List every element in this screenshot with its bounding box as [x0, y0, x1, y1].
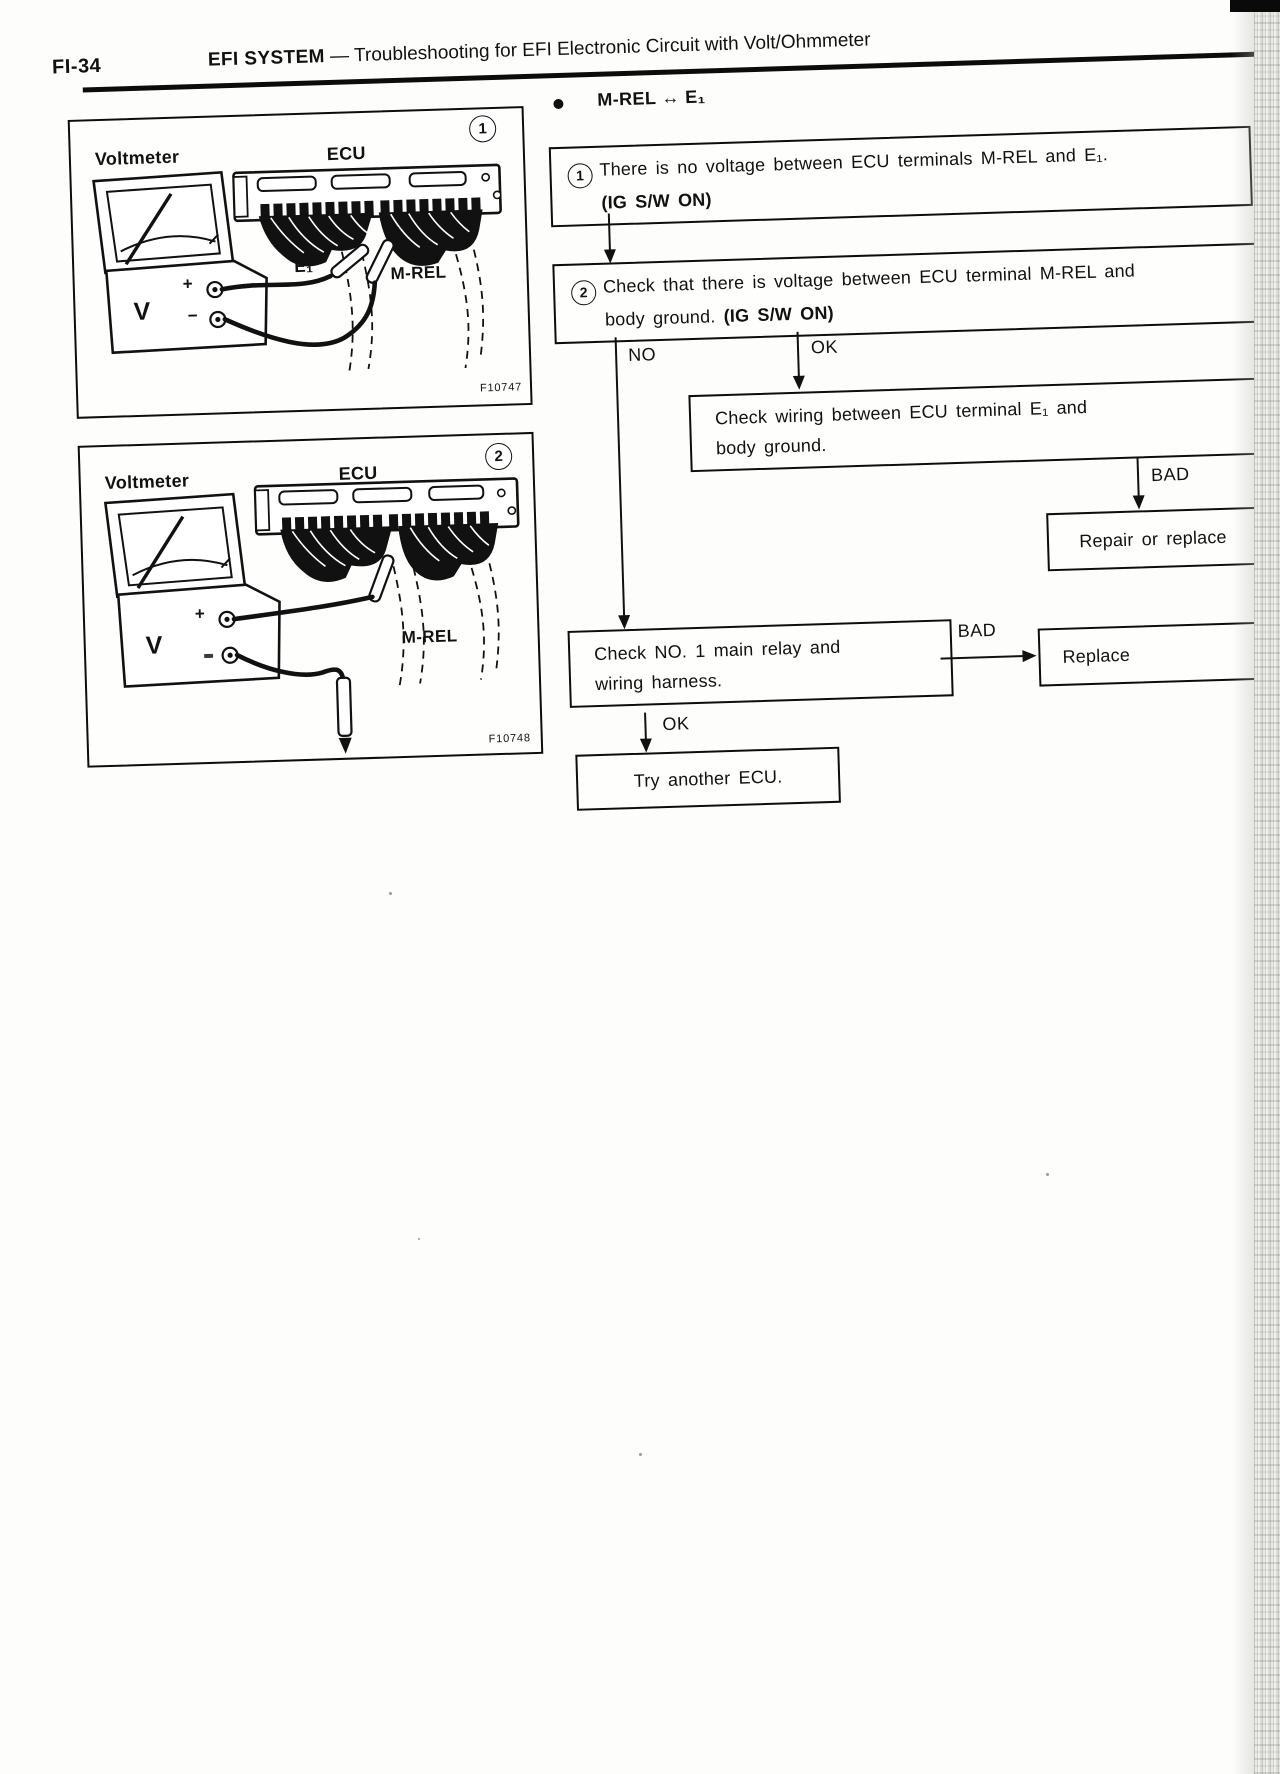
flow-box-no-voltage — [549, 126, 1253, 227]
mrel-terminal-label: M-REL — [390, 262, 447, 284]
check-relay-text-2: wiring harness. — [594, 670, 723, 695]
bad-1-arrow-icon — [1133, 495, 1145, 509]
check-wiring-text: Check wiring between ECU terminal E₁ and — [714, 396, 1088, 429]
ok-2-label: OK — [662, 713, 690, 735]
replace-text: Replace — [1062, 644, 1131, 667]
ecu-illustration-2 — [255, 478, 523, 692]
page-code: FI-34 — [51, 54, 102, 79]
binding-shadow — [1232, 0, 1254, 1774]
flow-box-repair-or-replace — [1046, 507, 1260, 571]
bad-1-label: BAD — [1150, 463, 1190, 486]
ground-probe — [337, 678, 352, 754]
flow-heading: M-REL ↔ E₁ — [597, 86, 706, 110]
ecu-label-2: ECU — [338, 462, 378, 484]
figure-1-number: 1 — [478, 120, 488, 138]
binding-edge-texture — [1254, 0, 1280, 1774]
voltmeter-label-2: Voltmeter — [104, 470, 190, 494]
plus-sign: + — [182, 274, 193, 294]
plus-sign-2: + — [194, 604, 206, 624]
bad-1-line — [1137, 457, 1141, 499]
flow-box-check-wiring — [688, 377, 1270, 472]
ecu-label: ECU — [326, 142, 367, 165]
try-ecu-text: Try another ECU. — [633, 766, 783, 792]
figure-2-code: F10748 — [488, 732, 531, 746]
ok-2-arrow-icon — [640, 738, 652, 752]
step-1-text: There is no voltage between ECU terminals M-REL and E₁. — [599, 144, 1109, 180]
ground-probe-tip — [339, 738, 352, 754]
flow-box-check-voltage — [552, 243, 1258, 344]
step-2-badge: 2 — [571, 279, 597, 305]
step-2-text: Check that there is voltage between ECU terminal M-REL and — [602, 260, 1136, 297]
bullet-icon — [553, 99, 563, 109]
check-relay-text: Check NO. 1 main relay and — [593, 636, 841, 665]
page-title — [208, 29, 871, 71]
repair-text: Repair or replace — [1078, 526, 1228, 552]
minus-sign: − — [187, 306, 198, 326]
step-2-condition: (IG S/W ON) — [723, 302, 835, 326]
step-1-badge: 1 — [567, 162, 593, 188]
title-dash: — — [329, 45, 350, 67]
no-branch-label: NO — [627, 344, 657, 365]
flow-box-check-main-relay — [568, 619, 954, 708]
ok-branch-line — [797, 332, 801, 380]
figure-1-voltmeter-ecu — [68, 106, 533, 419]
common-terminal-mark — [204, 654, 213, 658]
figure-2-number: 2 — [494, 447, 504, 466]
voltmeter-v-label: V — [133, 297, 151, 327]
title-text: Troubleshooting for EFI Electronic Circuit with Volt/Ohmmeter — [353, 29, 871, 67]
bad-2-label: BAD — [957, 619, 997, 642]
scan-speck — [1046, 1173, 1049, 1176]
step-2-text-2: body ground. — [604, 305, 724, 330]
e1-terminal-label: E₁ — [293, 256, 314, 277]
figure-2-voltmeter-ecu-ground — [78, 432, 544, 768]
scan-speck — [389, 892, 392, 895]
voltmeter-v-label-2: V — [145, 631, 163, 660]
voltmeter-label: Voltmeter — [94, 146, 180, 170]
no-branch-line — [615, 337, 626, 619]
check-wiring-text-2: body ground. — [715, 434, 827, 459]
step-1-condition: (IG S/W ON) — [601, 188, 712, 213]
scan-corner-mark — [1230, 0, 1280, 12]
figure-1-code: F10747 — [479, 381, 523, 395]
flow-box-try-another-ecu — [575, 747, 841, 811]
ok-branch-arrow-icon — [793, 376, 805, 390]
ok-branch-label: OK — [810, 336, 839, 358]
scan-speck — [639, 1453, 642, 1456]
bad-2-arrow-icon — [1022, 650, 1036, 662]
bad-2-line — [941, 655, 1027, 660]
mrel-terminal-label-2: M-REL — [401, 626, 458, 648]
scan-speck — [418, 1238, 420, 1240]
page-section: EFI SYSTEM — [207, 46, 326, 71]
no-branch-arrow-icon — [618, 615, 630, 629]
